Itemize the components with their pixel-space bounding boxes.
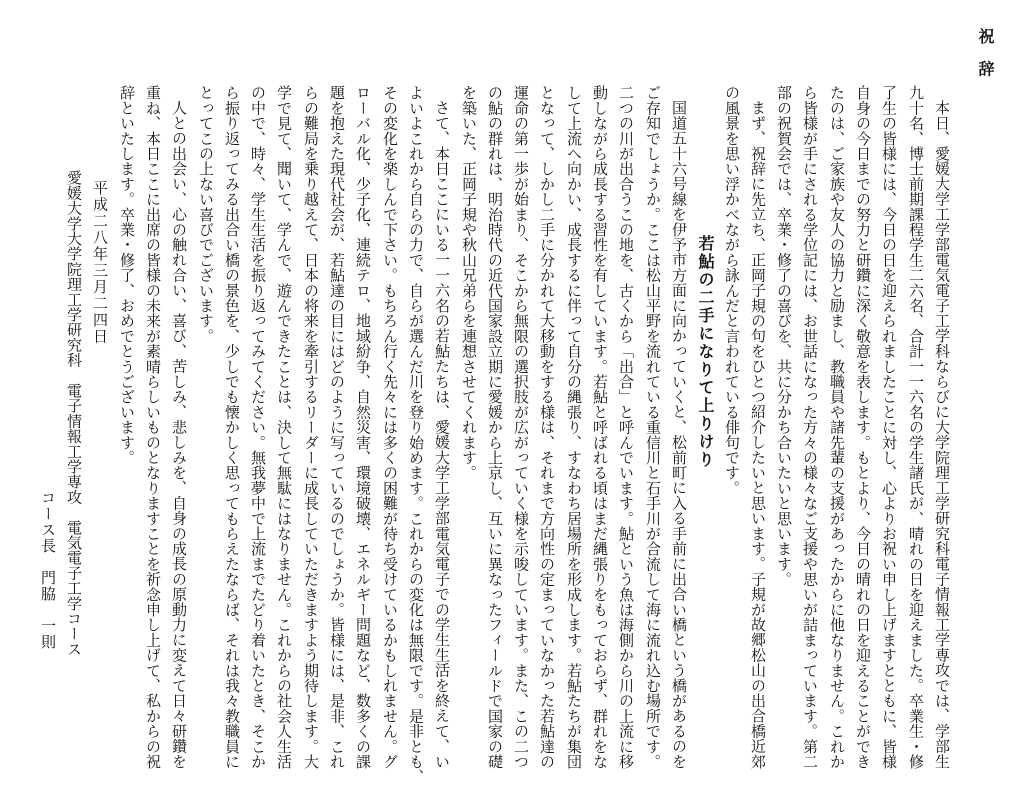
- body-line: 自身の今日までの努力と研鑽に深く敬意を表します。もとより、今日の晴れの日を迎えることができ: [854, 85, 872, 769]
- date: 平成二八年三月二四日: [91, 180, 109, 345]
- body-line: 了生の皆様には、今日の日を迎えられましたことに対し、心よりお祝い申し上げますとともに、皆様: [880, 85, 898, 769]
- body-line: 題を抱えた現代社会が、若鮎達の目にはどのように写っているのでしょうか。皆様には、是非、これ: [328, 85, 346, 769]
- body-line: さて、本日ここにいる一一六名の若鮎たちは、愛媛大学工学部電気電子での学生生活を終えて、い: [433, 100, 451, 769]
- body-line: 辞といたします。卒業・修了、おめでとうございます。: [118, 85, 136, 465]
- signature: コース長 門脇 一則: [39, 490, 57, 650]
- body-line: の中で、時々、学生生活を振り返ってみてください。無我夢中で上流までたどり着いたとき、そこか: [249, 85, 267, 769]
- body-line: ご存知でしょうか。ここは松山平野を流れている重信川と石手川が合流して海に流れ込む場所です。: [644, 85, 662, 769]
- document-title: 祝 辞: [976, 28, 995, 77]
- body-line: まず、祝辞に先立ち、正岡子規の句をひとつ紹介したいと思います。子規が故郷松山の出合橋近郊: [749, 100, 767, 769]
- body-line: を築いた、正岡子規や秋山兄弟らを連想させてくれます。: [460, 85, 478, 481]
- body-line: 人との出会い、心の触れ合い、喜び、苦しみ、悲しみを、自身の成長の原動力に変えて日々研鑽を: [170, 100, 188, 769]
- body-line: その変化を楽しんで下さい。もちろん行く先々には多くの困難が待ち受けているかもしれません。グ: [381, 85, 399, 769]
- body-line: の鮎の群れは、明治時代の近代国家設立期に愛媛から上京し、互いに異なったフィールドで国家の礎: [486, 85, 504, 769]
- body-line: 重ね、本日ここに出席の皆様の未来が素晴らしいものとなりますことを祈念申し上げて、私からの祝: [144, 85, 162, 769]
- body-line: となって、しかし二手に分かれて大移動をする様は、それまで方向性の定まっていなかった若鮎達の: [538, 85, 556, 769]
- body-line: して上流へ向かい、成長するに伴って自分の縄張り、すなわち居場所を形成します。若鮎たちが集団: [565, 85, 583, 769]
- affiliation: 愛媛大学大学院理工学研究科 電子情報工学専攻 電気電子工学コース: [65, 170, 83, 657]
- body-line: 運命の第一歩が始まり、そこから無限の選択肢が広がっていく様を示唆しています。また、この二つ: [512, 85, 530, 769]
- body-line: とってこの上ない喜びでございます。: [197, 85, 215, 344]
- body-line: 国道五十六号線を伊予市方面に向かっていくと、松前町に入る手前に出合い橋という橋があるのを: [670, 100, 688, 769]
- haiku-heading: 若鮎の二手になりて上りけり: [696, 235, 715, 469]
- body-line: 学で見て、聞いて、学んで、遊んできたことは、決して無駄にはなりません。これからの社会人生活: [275, 85, 293, 769]
- body-line: 二つの川が出合うこの地を、古くから「出合」と呼んでいます。鮎という魚は海側から川の上流に移: [617, 85, 635, 769]
- body-line: ら振り返ってみる出合い橋の景色を、少しでも懐かしく思ってもらえたならば、それは我々教職員に: [223, 85, 241, 769]
- body-line: ローバル化、少子化、連続テロ、地域紛争、自然災害、環境破壊、エネルギー問題など、数多くの課: [354, 85, 372, 769]
- body-line: 部の祝賀会では、卒業・修了の喜びを、共に分かち合いたいと思います。: [775, 85, 793, 587]
- body-line: たのは、ご家族や友人の協力と励まし、教職員や諸先輩の支援があったからに他なりません。これか: [828, 85, 846, 769]
- body-line: よいよこれから自らの力で、自らが選んだ川を登り始めます。これからの変化は無限です。是非とも、: [407, 85, 425, 785]
- body-line: 九十名、博士前期課程学生二六名、合計一一六名の学生諸氏が、晴れの日を迎えました。卒業生・修: [907, 85, 925, 769]
- body-line: の風景を思い浮かべながら詠んだと言われている俳句です。: [723, 85, 741, 496]
- body-line: らの難局を乗り越えて、日本の将来を牽引するリーダーに成長していただきますよう期待します。大: [302, 85, 320, 769]
- body-line: ら皆様が手にされる学位記には、お世話になった方々の様々なご支援や思いが詰まっています。第二: [801, 85, 819, 769]
- body-line: 本日、愛媛大学工学部電気電子工学科ならびに大学院理工学研究科電子情報工学専攻では、学部生: [933, 100, 951, 769]
- body-line: 動しながら成長する習性を有しています。若鮎と呼ばれる頃はまだ縄張りをもっておらず、群れをな: [591, 85, 609, 769]
